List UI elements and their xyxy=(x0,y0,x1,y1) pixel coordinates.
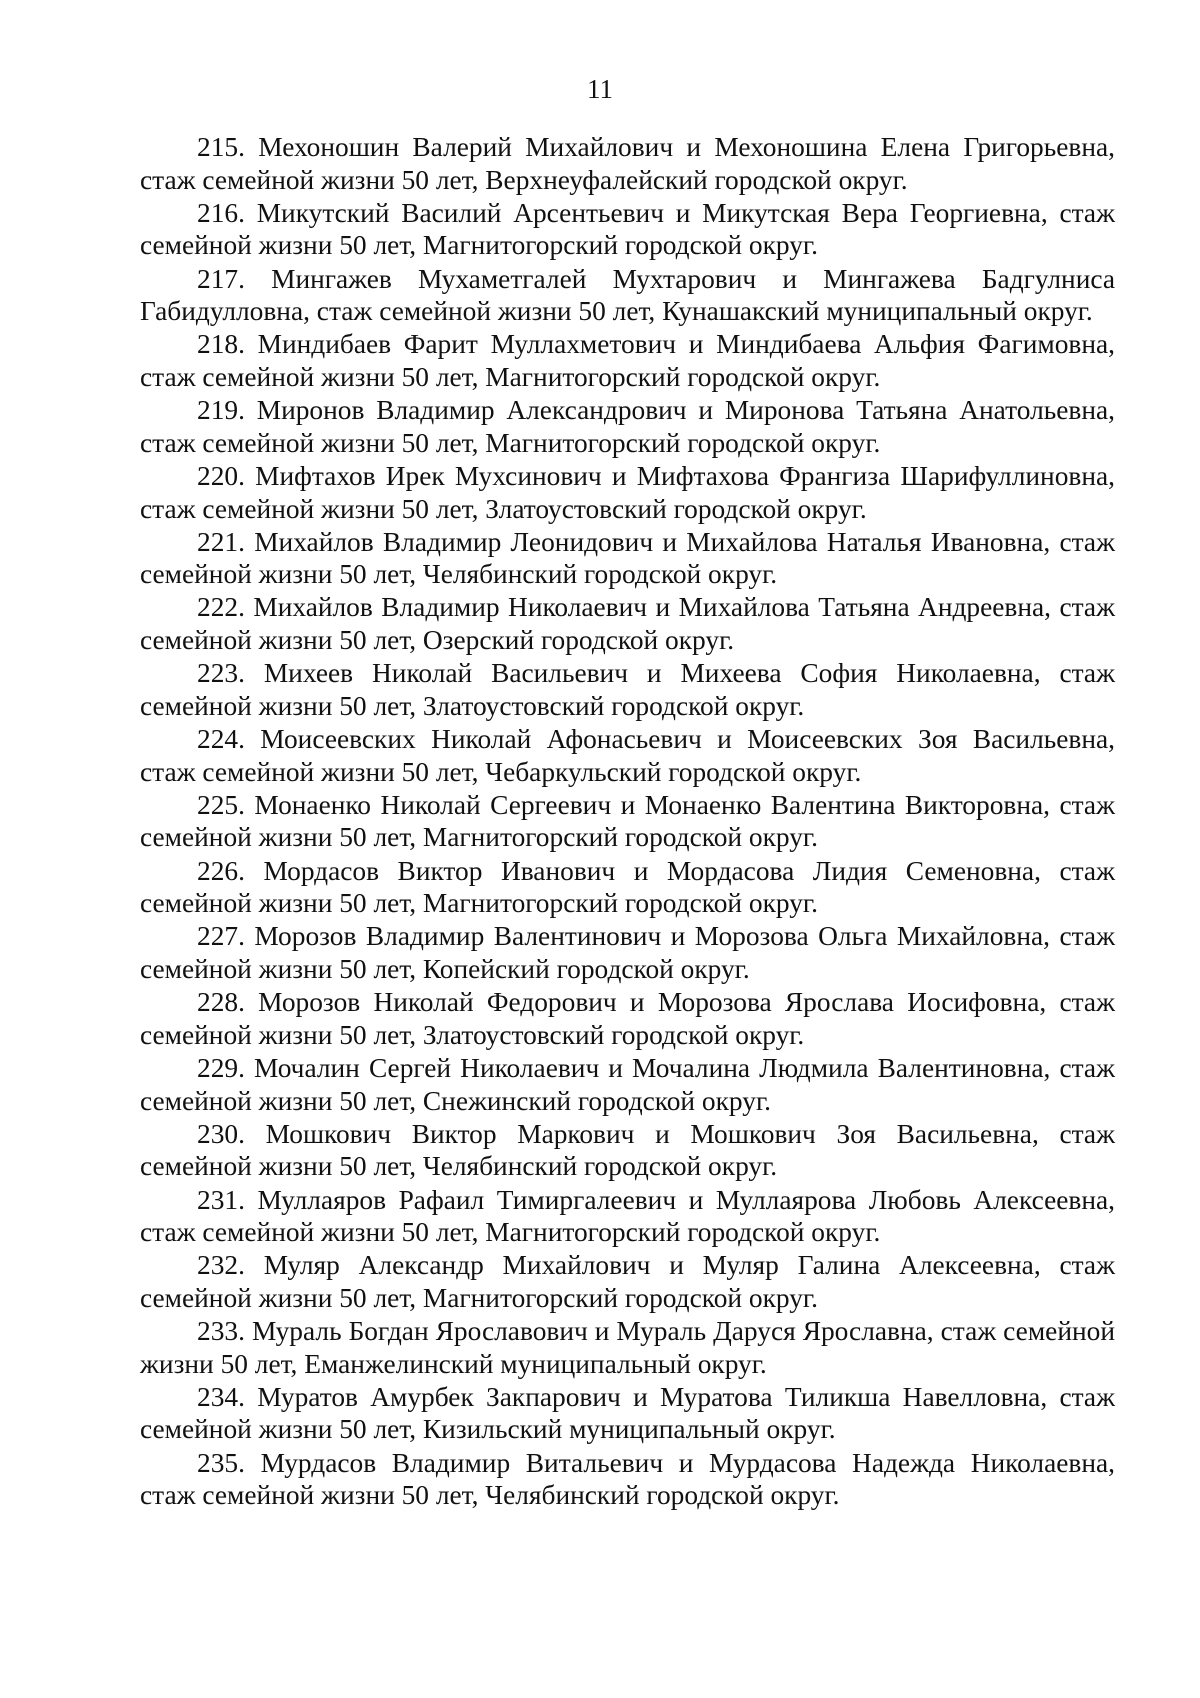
list-item: 225. Монаенко Николай Сергеевич и Монаенко Валентина Викторовна, стаж семейной жизни 50 лет, Магнитогорский городской округ. xyxy=(140,789,1115,853)
list-item: 233. Мураль Богдан Ярославович и Мураль Даруся Ярославна, стаж семейной жизни 50 лет, Еманжелинский муниципальный округ. xyxy=(140,1316,1115,1379)
list-item: 231. Муллаяров Рафаил Тимиргалеевич и Муллаярова Любовь Алексеевна, стаж семейной жизни 50 лет, Магнитогорский городской округ. xyxy=(140,1184,1115,1248)
list-item: 217. Мингажев Мухаметгалей Мухтарович и Мингажева Бадгулниса Габидулловна, стаж семейной жизни 50 лет, Кунашакский муниципальный округ. xyxy=(140,263,1115,327)
list-item: 222. Михайлов Владимир Николаевич и Михайлова Татьяна Андреевна, стаж семейной жизни 50 лет, Озерский городской округ. xyxy=(140,592,1115,656)
list-item: 235. Мурдасов Владимир Витальевич и Мурдасова Надежда Николаевна, стаж семейной жизни 50 лет, Челябинский городской округ. xyxy=(140,1447,1115,1511)
list-item: 229. Мочалин Сергей Николаевич и Мочалина Людмила Валентиновна, стаж семейной жизни 50 лет, Снежинский городской округ. xyxy=(140,1052,1115,1116)
list-item: 224. Моисеевских Николай Афонасьевич и Моисеевских Зоя Васильевна, стаж семейной жизни 50 лет, Чебаркульский городской округ. xyxy=(140,724,1115,787)
list-item: 228. Морозов Николай Федорович и Морозова Ярослава Иосифовна, стаж семейной жизни 50 лет, Златоустовский городской округ. xyxy=(140,987,1115,1050)
list-item: 218. Миндибаев Фарит Муллахметович и Миндибаева Альфия Фагимовна, стаж семейной жизни 50 лет, Магнитогорский городской округ. xyxy=(140,329,1115,392)
list-item: 234. Муратов Амурбек Закпарович и Муратова Тиликша Навелловна, стаж семейной жизни 50 лет, Кизильский муниципальный округ. xyxy=(140,1381,1115,1445)
list-item: 227. Морозов Владимир Валентинович и Морозова Ольга Михайловна, стаж семейной жизни 50 лет, Копейский городской округ. xyxy=(140,921,1115,984)
page-number: 11 xyxy=(587,74,613,104)
list-item: 220. Мифтахов Ирек Мухсинович и Мифтахова Франгиза Шарифуллиновна, стаж семейной жизни 50 лет, Златоустовский городской округ. xyxy=(140,460,1115,524)
entry-list xyxy=(140,131,1115,1512)
list-item: 221. Михайлов Владимир Леонидович и Михайлова Наталья Ивановна, стаж семейной жизни 50 лет, Челябинский городской округ. xyxy=(140,526,1115,590)
list-item: 226. Мордасов Виктор Иванович и Мордасова Лидия Семеновна, стаж семейной жизни 50 лет, Магнитогорский городской округ. xyxy=(140,855,1115,919)
list-item: 223. Михеев Николай Васильевич и Михеева София Николаевна, стаж семейной жизни 50 лет, Златоустовский городской округ. xyxy=(140,658,1115,721)
list-item: 216. Микутский Василий Арсентьевич и Микутская Вера Георгиевна, стаж семейной жизни 50 лет, Магнитогорский городской округ. xyxy=(140,197,1115,261)
list-item: 230. Мошкович Виктор Маркович и Мошкович Зоя Васильевна, стаж семейной жизни 50 лет, Челябинский городской округ. xyxy=(140,1118,1115,1182)
list-item: 219. Миронов Владимир Александрович и Миронова Татьяна Анатольевна, стаж семейной жизни 50 лет, Магнитогорский городской округ. xyxy=(140,395,1115,458)
list-item: 215. Мехоношин Валерий Михайлович и Мехоношина Елена Григорьевна, стаж семейной жизни 50 лет, Верхнеуфалейский городской округ. xyxy=(140,132,1115,195)
list-item: 232. Муляр Александр Михайлович и Муляр Галина Алексеевна, стаж семейной жизни 50 лет, Магнитогорский городской округ. xyxy=(140,1250,1115,1313)
